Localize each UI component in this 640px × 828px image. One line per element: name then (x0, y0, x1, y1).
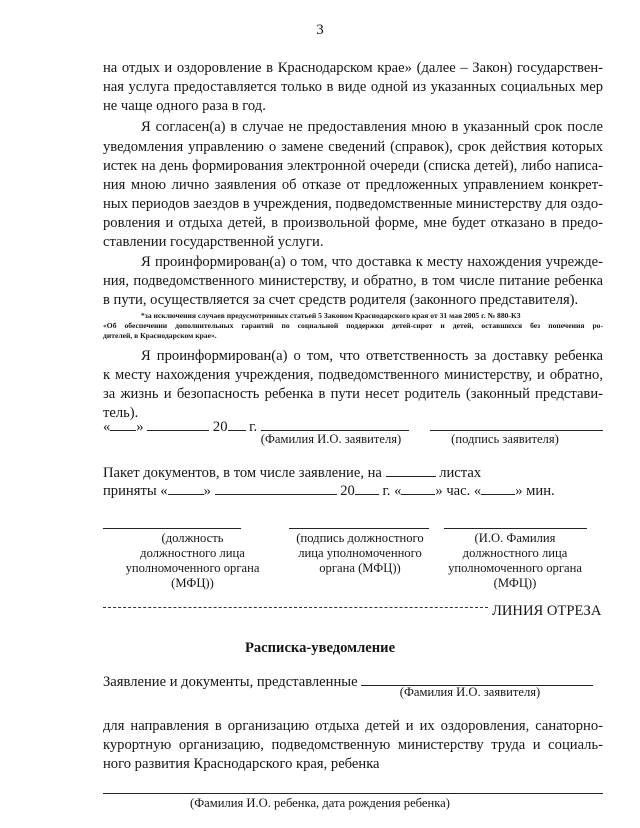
accepted-year-suffix: г. « (382, 483, 402, 499)
paragraph-2-line: ровления и отдыха детей, в произвольной форме, мне будет отказано в предо- (103, 215, 603, 231)
caption-line: уполномоченного органа (125, 561, 260, 575)
caption-line: должностного лица (462, 546, 568, 560)
official-signature-field[interactable] (289, 528, 429, 529)
accepted-month-field[interactable] (215, 480, 337, 495)
caption-line: (подпись должностного (296, 531, 424, 545)
child-info-field[interactable] (103, 793, 603, 794)
page-number: 3 (316, 22, 324, 38)
footnote-line: «Об обеспечении дополнительных гарантий по социальной поддержки детей-сирот и детей, оставшихся без попечения ро- (103, 321, 603, 330)
year-field[interactable] (228, 416, 246, 431)
official-position-caption (100, 531, 285, 591)
caption-line: уполномоченного органа (448, 561, 582, 575)
paragraph-1-line: не чаще одного раза в год. (103, 98, 266, 114)
applicant-name-field[interactable] (261, 416, 409, 431)
receipt-applicant-caption: (Фамилия И.О. заявителя) (399, 685, 541, 699)
paragraph-2-line: истек на день формирования электронной очереди (списка детей), либо написа- (103, 158, 603, 174)
minutes-label: » мин. (515, 483, 555, 499)
paragraph-3-line: Я проинформирован(а) о том, что доставка к месту нахождения учрежде- (141, 254, 603, 270)
year-suffix: г. (249, 419, 258, 435)
child-info-caption: (Фамилия И.О. ребенка, дата рождения ребенка) (190, 796, 450, 810)
receipt-title: Расписка-уведомление (244, 640, 396, 656)
footnote-line: дителей, в Краснодарском крае». (103, 331, 217, 340)
paragraph-4-line: за жизнь и безопасность ребенка в пути несет родитель (законный представи- (103, 386, 603, 402)
accepted-day-field[interactable] (168, 480, 204, 495)
month-field[interactable] (147, 416, 209, 431)
official-position-field[interactable] (103, 528, 241, 529)
accepted-close: » (203, 483, 211, 499)
caption-line: (МФЦ)) (493, 576, 537, 590)
pages-count-field[interactable] (386, 462, 436, 477)
caption-line: должностного лица (140, 546, 245, 560)
caption-line: (И.О. Фамилия (474, 531, 556, 545)
paragraph-1-line: на отдых и оздоровление в Краснодарском крае» (далее – Закон) государствен- (103, 60, 603, 76)
pages-suffix: листах (439, 465, 482, 481)
paragraph-4-line: Я проинформирован(а) о том, что ответственность за доставку ребенка (141, 348, 603, 364)
official-name-caption (440, 531, 590, 591)
day-field[interactable] (110, 416, 136, 431)
caption-line: лица уполномоченного (298, 546, 422, 560)
paragraph-4-line: тель). (103, 405, 139, 421)
paragraph-3-line: в пути, осуществляется за счет средств родителя (законного представителя). (103, 292, 579, 308)
receipt-body-line: ного развития Краснодарского края, ребенка (103, 756, 380, 772)
package-text: Пакет документов, в том числе заявление, на (103, 465, 382, 481)
paragraph-2-line: ных периодов заездов в учреждения, подведомственные министерству для оздо- (103, 196, 603, 212)
official-signature-caption (280, 531, 440, 576)
paragraph-2-line: ставлении государственной услуги. (103, 234, 324, 250)
paragraph-3-line: ния, подведомственного министерству, и обратно, в том числе питание ребенка (103, 273, 603, 289)
applicant-signature-caption: (подпись заявителя) (451, 432, 559, 446)
caption-line: (МФЦ)) (171, 576, 214, 590)
accepted-year-field[interactable] (355, 480, 379, 495)
caption-line: органа (МФЦ)) (319, 561, 401, 575)
accepted-hour-field[interactable] (401, 480, 435, 495)
paragraph-1-line: ная услуга предоставляется только в виде одной из указанных социальных мер (103, 79, 603, 95)
receipt-body-line: курортную организацию, подведомственную министерству труда и социаль- (103, 737, 603, 753)
receipt-body-line: для направления в организацию отдыха детей и их оздоровления, санаторно- (103, 718, 603, 734)
accepted-minute-field[interactable] (481, 480, 515, 495)
cut-line-label: ЛИНИЯ ОТРЕЗА (492, 603, 602, 619)
receipt-applicant-field[interactable] (361, 671, 593, 686)
year-prefix: 20 (212, 419, 228, 435)
applicant-signature-field[interactable] (430, 430, 603, 431)
paragraph-4-line: к месту нахождения учреждения, подведомственного министерству, и обратно, (103, 367, 603, 383)
official-name-field[interactable] (444, 528, 587, 529)
paragraph-2-line: ния мною лично заявления об отказе от предложенных управлением конкрет- (103, 177, 603, 193)
quote-close: » (136, 419, 144, 435)
receipt-applicant-label: Заявление и документы, представленные (103, 674, 358, 690)
caption-line: (должность (161, 531, 224, 545)
paragraph-2-line: Я согласен(а) в случае не предоставления мною в указанный срок после (141, 119, 603, 135)
applicant-name-caption: (Фамилия И.О. заявителя) (260, 432, 402, 446)
quote-open: « (103, 419, 111, 435)
footnote-line: *за исключения случаев предусмотренных статьей 5 Законом Краснодарского края от 31 мая 2005 г. № 880-КЗ (141, 311, 521, 320)
accepted-year-prefix: 20 (340, 483, 355, 499)
accepted-prefix: приняты « (103, 483, 168, 499)
package-accepted-row (103, 480, 555, 501)
paragraph-2-line: уведомления управлению о замене сведений (справок), срок действия которых (103, 139, 603, 155)
hours-label: » час. « (435, 483, 482, 499)
cut-dashed-line (103, 607, 488, 608)
